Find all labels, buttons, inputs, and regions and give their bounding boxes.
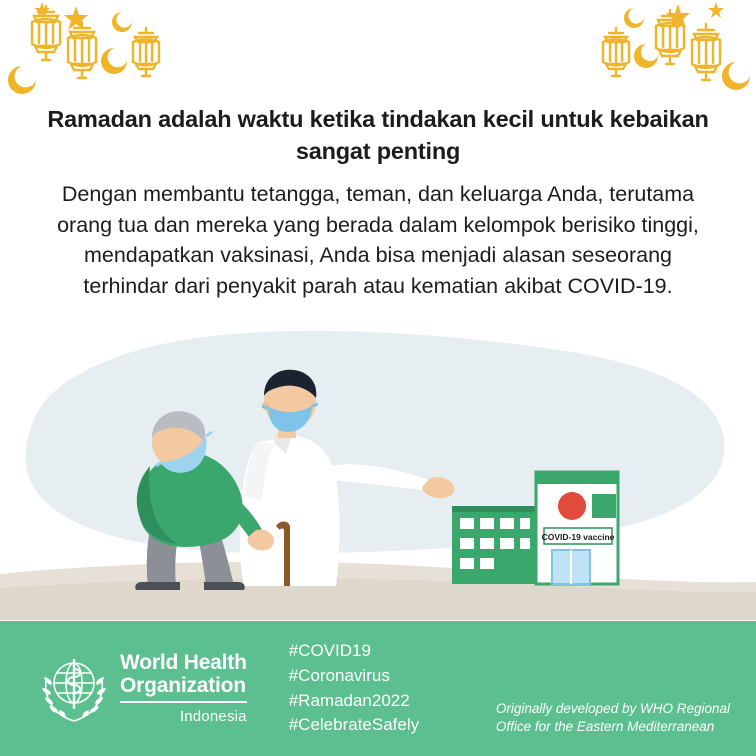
hashtag-item: #Ramadan2022 xyxy=(288,690,410,710)
who-wordmark-divider xyxy=(120,701,247,703)
who-emblem-icon xyxy=(38,653,110,725)
lantern-decoration-right xyxy=(550,0,750,96)
message-block xyxy=(40,104,716,302)
hashtag-item: #COVID19 xyxy=(288,641,371,661)
vaccine-sign-label: COVID-19 vaccine xyxy=(541,532,615,542)
credit-line2: Office for the Eastern Mediterranean xyxy=(495,718,715,734)
who-country-label: Indonesia xyxy=(179,707,247,725)
poster-headline: Ramadan adalah waktu ketika tindakan kecil untuk kebaikan sangat penting xyxy=(47,106,709,164)
who-wordmark xyxy=(120,652,247,724)
hashtag-item: #Coronavirus xyxy=(288,665,390,685)
credit-line1: Originally developed by WHO Regional xyxy=(495,700,730,716)
who-wordmark-line2: Organization xyxy=(120,674,246,697)
who-wordmark-line1: World Health xyxy=(120,651,247,675)
who-logo xyxy=(38,652,247,724)
poster-subheadline: Dengan membantu tetangga, teman, dan keluarga Anda, terutama orang tua dan mereka yang berada dalam kelompok berisiko tinggi, mendapatkan vaksinasi, Anda bisa menjadi alasan seseorang terhindar dari penyakit parah atau kematian akibat COVID-19. xyxy=(57,182,699,298)
credit-note xyxy=(496,700,730,736)
illustration-elderly-man-helped-to-vaccination-centre xyxy=(0,330,756,620)
footer-bar xyxy=(0,621,756,756)
hashtag-list xyxy=(289,639,419,738)
lantern-decoration-left xyxy=(6,0,206,96)
hashtag-item: #CelebrateSafely xyxy=(288,715,420,735)
